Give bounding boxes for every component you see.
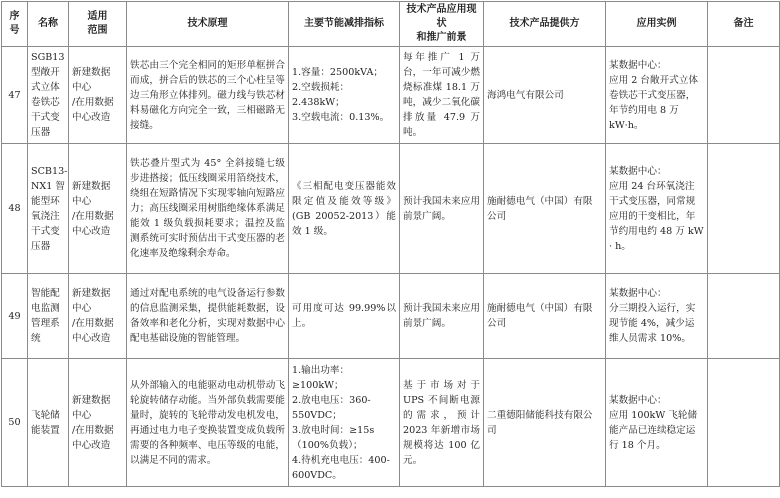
row-remark	[708, 47, 780, 144]
row-scope: 新建数据 中心 /在用数据 中心改造	[69, 47, 127, 144]
row-status: 每年推广 1 万台，一年可减少燃烧标准煤 18.1 万吨，减少二氧化碳排放量 47.9 万吨。	[400, 47, 484, 144]
row-status: 预计我国未来应用前景广阔。	[400, 144, 484, 274]
row-indicators: 可用度可达 99.99%以上。	[289, 274, 400, 359]
row-provider: 施耐德电气（中国）有限公司	[484, 274, 606, 359]
header-provider: 技术产品提供方	[484, 2, 606, 47]
row-status: 预计我国未来应用前景广阔。	[400, 274, 484, 359]
row-index: 47	[2, 47, 28, 144]
row-scope: 新建数据 中心 /在用数据 中心改造	[69, 359, 127, 487]
row-scope: 新建数据 中心 /在用数据 中心改造	[69, 144, 127, 274]
row-example: 某数据中心： 分三期投入运行，实现节能 4%，减少运维人员需求 10%。	[606, 274, 708, 359]
row-indicators: 1.容量：2500kVA； 2.空载损耗：2.438kW； 3.空载电流：0.13%。	[289, 47, 400, 144]
row-principle: 铁芯由三个完全相同的矩形单框拼合而成，拼合后的铁芯的三个心柱呈等边三角形立体排列。磁力线与铁芯材料易磁化方向完全一致，三相磁路无接缝。	[127, 47, 289, 144]
row-remark	[708, 274, 780, 359]
header-status: 技术产品应用现状 和推广前景	[400, 2, 484, 47]
row-provider: 海鸿电气有限公司	[484, 47, 606, 144]
header-example: 应用实例	[606, 2, 708, 47]
row-scope: 新建数据 中心 /在用数据 中心改造	[69, 274, 127, 359]
table-row	[2, 144, 780, 274]
row-name: 飞轮储 能装置	[28, 359, 69, 487]
row-name: 智能配 电监测 管理系 统	[28, 274, 69, 359]
row-remark	[708, 359, 780, 487]
row-name: SGB13 型敞开 式立体 卷铁芯 干式变 压器	[28, 47, 69, 144]
header-row	[2, 2, 780, 47]
table-row	[2, 47, 780, 144]
row-status: 基于市场对于 UPS 不间断电源的需求，预计 2023 年新增市场规模将达 100 亿元。	[400, 359, 484, 487]
row-index: 49	[2, 274, 28, 359]
row-example: 某数据中心： 应用 24 台环氧浇注干式变压器，同常规应用的干变相比，年节约用电约 48 万 kW · h。	[606, 144, 708, 274]
row-principle: 铁芯叠片型式为 45° 全斜接缝七级步进搭接；低压线圈采用箔绕技术，绕组在短路情况下实现零轴向短路应力；高压线圈采用树脂绝缘体系满足能效 1 级负载损耗要求；温控及监测系统可实时预估出干式变压器的老化速率及绝缘剩余寿命。	[127, 144, 289, 274]
row-remark	[708, 144, 780, 274]
header-index: 序号	[2, 2, 28, 47]
table-row	[2, 274, 780, 359]
row-principle: 通过对配电系统的电气设备运行参数的信息监测采集，提供能耗数据，设备效率和老化分析，实现对数据中心配电基础设施的智能管理。	[127, 274, 289, 359]
row-provider: 施耐德电气（中国）有限公司	[484, 144, 606, 274]
row-index: 48	[2, 144, 28, 274]
header-principle: 技术原理	[127, 2, 289, 47]
header-remark: 备注	[708, 2, 780, 47]
row-indicators: 1.输出功率：≥100kW； 2.放电电压：360-550VDC； 3.放电时间：≥15s（100%负载）； 4.待机充电电压：400-600VDC。	[289, 359, 400, 487]
row-index: 50	[2, 359, 28, 487]
row-example: 某数据中心： 应用 2 台敞开式立体卷铁芯干式变压器，年节约用电 8 万 kW·h。	[606, 47, 708, 144]
row-example: 某数据中心： 应用 100kW 飞轮储能产品已连续稳定运行 18 个月。	[606, 359, 708, 487]
header-indicators: 主要节能减排指标	[289, 2, 400, 47]
header-scope: 适用 范围	[69, 2, 127, 47]
row-provider: 二重德阳储能科技有限公司	[484, 359, 606, 487]
technology-catalog-table	[1, 1, 780, 487]
row-indicators: 《三相配电变压器能效限定值及能效等级》(GB 20052-2013）能效 1 级。	[289, 144, 400, 274]
row-principle: 从外部输入的电能驱动电动机带动飞轮旋转储存动能。当外部负载需要能量时，旋转的飞轮带动发电机发电，再通过电力电子变换装置变成负载所需要的各种频率、电压等级的电能，以满足不同的需求。	[127, 359, 289, 487]
header-name: 名称	[28, 2, 69, 47]
row-name: SCB13- NX1 智 能型环 氧浇注 干式变 压器	[28, 144, 69, 274]
table-row	[2, 359, 780, 487]
